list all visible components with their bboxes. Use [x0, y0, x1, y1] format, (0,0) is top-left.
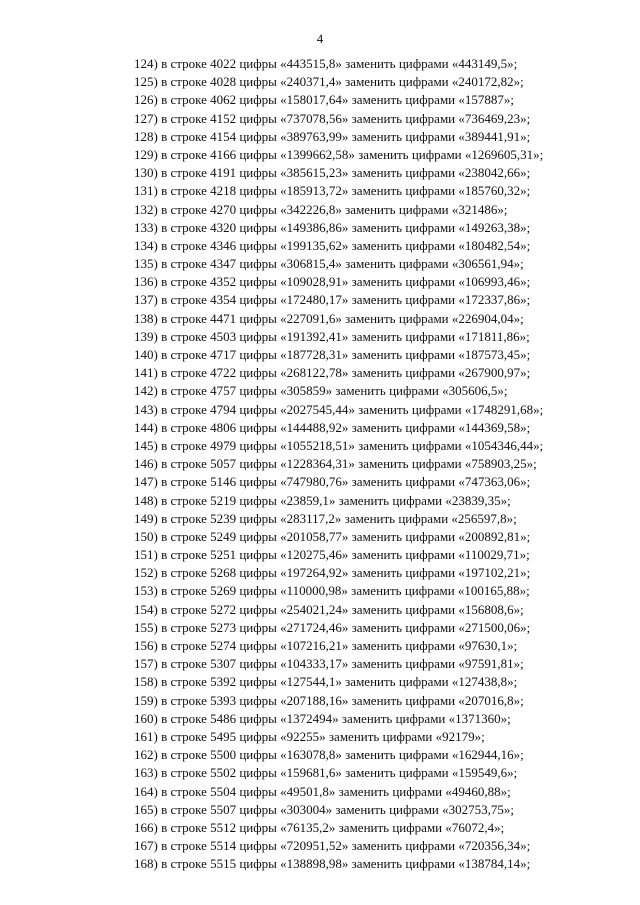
- page-number: 4: [316, 31, 324, 46]
- amendment-line: 151) в строке 5251 цифры «120275,46» заменить цифрами «110029,71»;: [134, 547, 530, 563]
- amendment-line: 162) в строке 5500 цифры «163078,8» заменить цифрами «162944,16»;: [134, 747, 524, 763]
- amendment-line: 153) в строке 5269 цифры «110000,98» заменить цифрами «100165,88»;: [134, 583, 530, 599]
- amendment-line: 138) в строке 4471 цифры «227091,6» заменить цифрами «226904,04»;: [134, 310, 524, 326]
- amendment-line: 132) в строке 4270 цифры «342226,8» заменить цифрами «321486»;: [134, 201, 508, 217]
- amendment-line: 126) в строке 4062 цифры «158017,64» заменить цифрами «157887»;: [134, 92, 514, 108]
- amendment-line: 141) в строке 4722 цифры «268122,78» заменить цифрами «267900,97»;: [134, 365, 531, 381]
- amendment-line: 154) в строке 5272 цифры «254021,24» заменить цифрами «156808,6»;: [134, 601, 524, 617]
- amendment-line: 128) в строке 4154 цифры «389763,99» заменить цифрами «389441,91»;: [134, 128, 531, 144]
- amendment-line: 140) в строке 4717 цифры «187728,31» заменить цифрами «187573,45»;: [134, 347, 531, 362]
- amendment-line: 142) в строке 4757 цифры «305859» заменить цифрами «305606,5»;: [134, 383, 508, 399]
- amendment-line: 125) в строке 4028 цифры «240371,4» заменить цифрами «240172,82»;: [134, 74, 524, 90]
- amendment-line: 167) в строке 5514 цифры «720951,52» заменить цифрами «720356,34»;: [134, 838, 531, 854]
- amendment-line: 160) в строке 5486 цифры «1372494» заменить цифрами «1371360»;: [134, 710, 511, 726]
- amendment-line: 124) в строке 4022 цифры «443515,8» заменить цифрами «443149,5»;: [134, 56, 518, 71]
- amendment-line: 159) в строке 5393 цифры «207188,16» заменить цифрами «207016,8»;: [134, 692, 524, 708]
- amendment-line: 158) в строке 5392 цифры «127544,1» заменить цифрами «127438,8»;: [134, 674, 518, 690]
- amendment-line: 150) в строке 5249 цифры «201058,77» заменить цифрами «200892,81»;: [134, 528, 531, 544]
- amendment-line: 152) в строке 5268 цифры «197264,92» заменить цифрами «197102,21»;: [134, 565, 531, 581]
- amendment-list: [134, 55, 543, 873]
- amendment-line: 147) в строке 5146 цифры «747980,76» заменить цифрами «747363,06»;: [134, 474, 531, 490]
- amendment-line: 156) в строке 5274 цифры «107216,21» заменить цифрами «97630,1»;: [134, 638, 518, 653]
- amendment-line: 146) в строке 5057 цифры «1228364,31» заменить цифрами «758903,25»;: [134, 456, 537, 472]
- amendment-line: 145) в строке 4979 цифры «1055218,51» заменить цифрами «1054346,44»;: [134, 437, 544, 453]
- amendment-line: 134) в строке 4346 цифры «199135,62» заменить цифрами «180482,54»;: [134, 237, 531, 253]
- amendment-line: 157) в строке 5307 цифры «104333,17» заменить цифрами «97591,81»;: [134, 656, 524, 672]
- amendment-line: 136) в строке 4352 цифры «109028,91» заменить цифрами «106993,46»;: [134, 274, 531, 290]
- amendment-line: 163) в строке 5502 цифры «159681,6» заменить цифрами «159549,6»;: [134, 765, 518, 781]
- amendment-line: 166) в строке 5512 цифры «76135,2» заменить цифрами «76072,4»;: [134, 819, 505, 835]
- amendment-line: 137) в строке 4354 цифры «172480,17» заменить цифрами «172337,86»;: [134, 292, 531, 308]
- amendment-line: 131) в строке 4218 цифры «185913,72» заменить цифрами «185760,32»;: [134, 183, 531, 199]
- amendment-line: 129) в строке 4166 цифры «1399662,58» заменить цифрами «1269605,31»;: [134, 146, 544, 162]
- amendment-line: 148) в строке 5219 цифры «23859,1» заменить цифрами «23839,35»;: [134, 492, 511, 508]
- amendment-line: 165) в строке 5507 цифры «303004» заменить цифрами «302753,75»;: [134, 801, 514, 817]
- amendment-line: 149) в строке 5239 цифры «283117,2» заменить цифрами «256597,8»;: [134, 510, 517, 526]
- amendment-line: 168) в строке 5515 цифры «138898,98» заменить цифрами «138784,14»;: [134, 856, 531, 872]
- amendment-line: 143) в строке 4794 цифры «2027545,44» заменить цифрами «1748291,68»;: [134, 401, 544, 417]
- amendment-line: 139) в строке 4503 цифры «191392,41» заменить цифрами «171811,86»;: [134, 328, 530, 344]
- amendment-line: 133) в строке 4320 цифры «149386,86» заменить цифрами «149263,38»;: [134, 219, 531, 235]
- amendment-line: 155) в строке 5273 цифры «271724,46» заменить цифрами «271500,06»;: [134, 619, 531, 635]
- amendment-line: 161) в строке 5495 цифры «92255» заменить цифрами «92179»;: [134, 728, 485, 744]
- amendment-line: 144) в строке 4806 цифры «144488,92» заменить цифрами «144369,58»;: [134, 419, 531, 435]
- amendment-line: 130) в строке 4191 цифры «385615,23» заменить цифрами «238042,66»;: [134, 165, 531, 181]
- amendment-line: 135) в строке 4347 цифры «306815,4» заменить цифрами «306561,94»;: [134, 256, 524, 272]
- amendment-line: 164) в строке 5504 цифры «49501,8» заменить цифрами «49460,88»;: [134, 783, 511, 799]
- amendment-line: 127) в строке 4152 цифры «737078,56» заменить цифрами «736469,23»;: [134, 110, 531, 126]
